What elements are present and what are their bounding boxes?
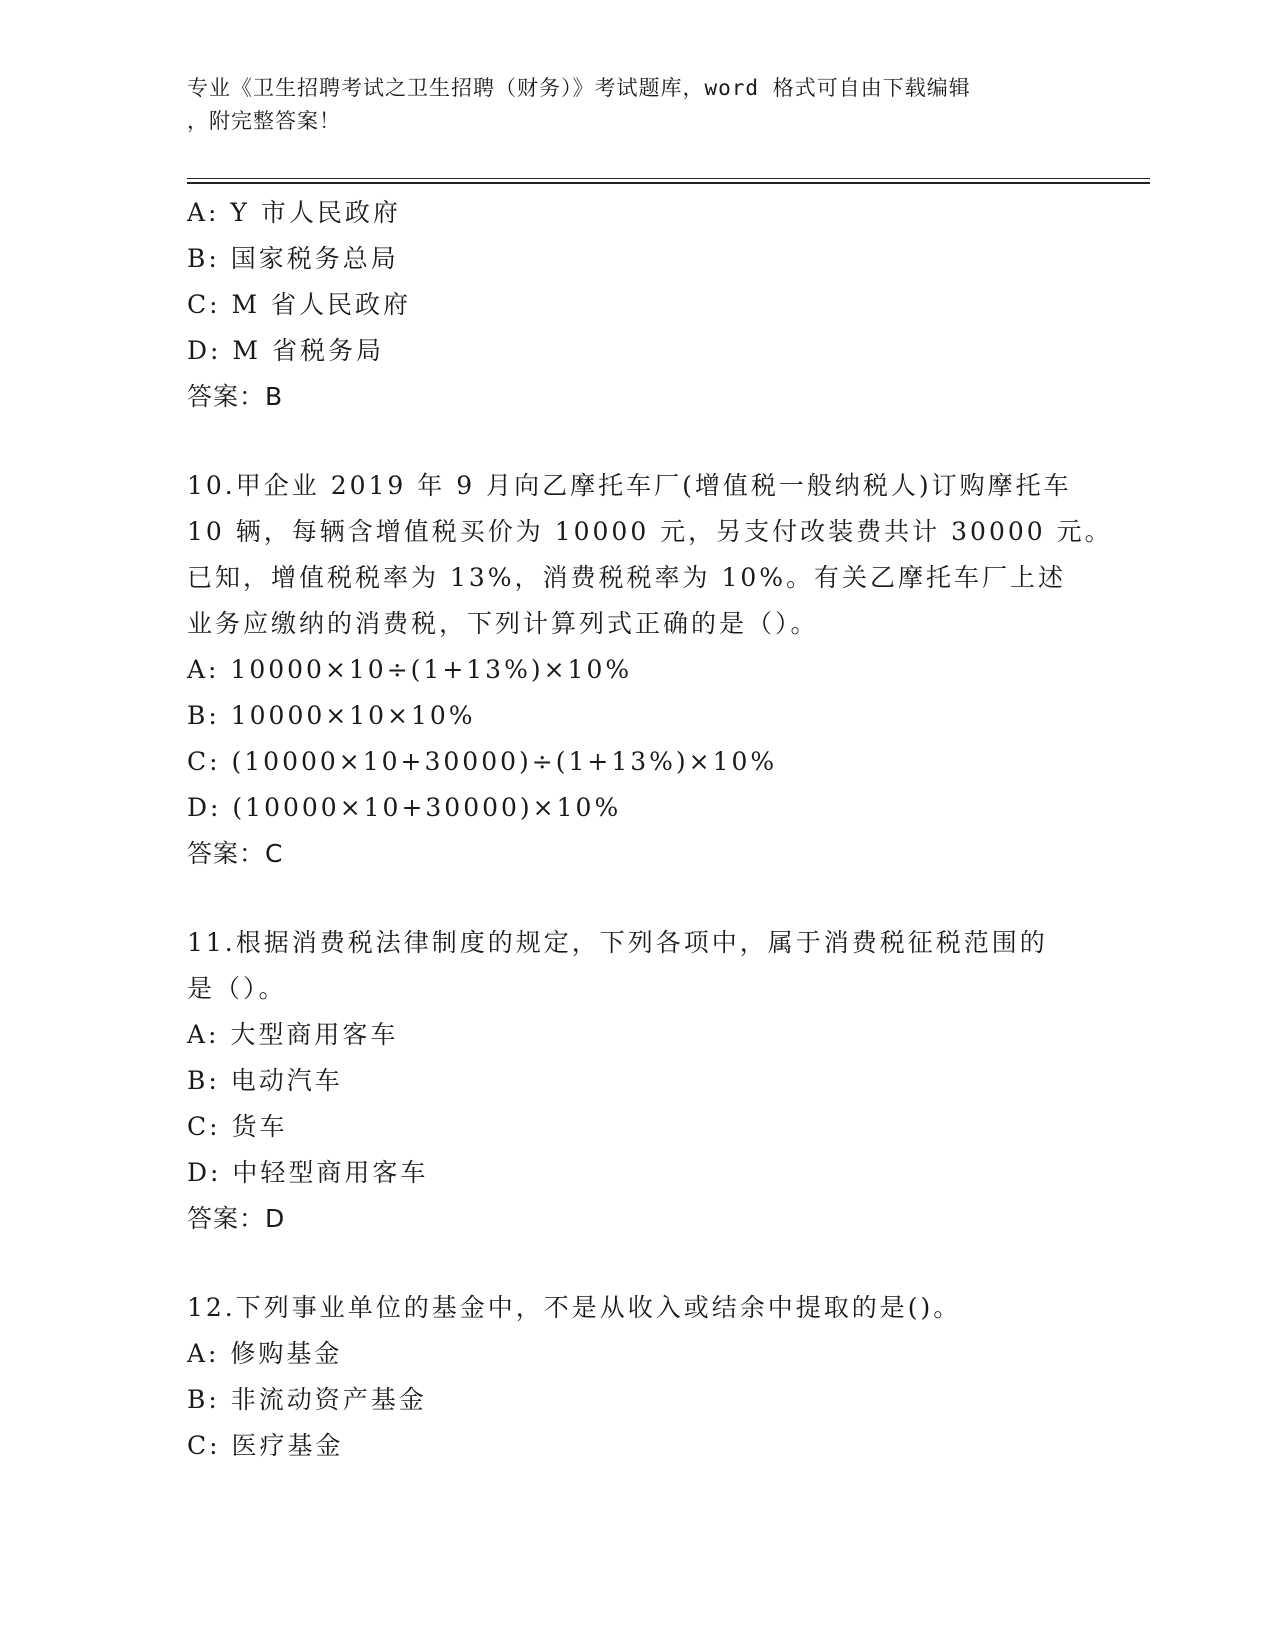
option-a: A: 大型商用客车 [187,1020,399,1049]
question-stem-line: 11.根据消费税法律制度的规定，下列各项中，属于消费税征税范围的 [187,928,1048,957]
option-d: D: 中轻型商用客车 [187,1158,429,1187]
page-header [187,72,1087,138]
question-gap [187,877,1087,920]
option-b: B: 非流动资产基金 [187,1385,427,1414]
answer-line: 答案：C [187,839,284,868]
question-stem-line: 是（）。 [187,974,287,1003]
header-divider-thin [187,178,1150,179]
option-b: B: 国家税务总局 [187,244,399,273]
option-b: B: 10000×10×10% [187,701,476,730]
answer-line: 答案：B [187,382,284,411]
question-stem-line: 12.下列事业单位的基金中，不是从收入或结余中提取的是()。 [187,1293,962,1322]
option-a: A: Y 市人民政府 [187,198,401,227]
question-content [187,190,1113,1469]
question-gap [187,1242,1087,1285]
header-line-2: ，附完整答案！ [187,109,341,133]
answer-line: 答案：D [187,1204,286,1233]
option-c: C: M 省人民政府 [187,290,412,319]
option-a: A: 修购基金 [187,1339,343,1368]
question-stem-line: 10.甲企业 2019 年 9 月向乙摩托车厂(增值税一般纳税人)订购摩托车 [187,471,1072,500]
option-d: D: (10000×10+30000)×10% [187,793,622,822]
question-9 [187,190,1087,420]
question-stem-line: 业务应缴纳的消费税，下列计算列式正确的是（）。 [187,609,819,638]
question-11 [187,920,1087,1242]
option-a: A: 10000×10÷(1+13%)×10% [187,655,633,684]
option-b: B: 电动汽车 [187,1066,343,1095]
option-c: C: 医疗基金 [187,1431,344,1460]
option-c: C: (10000×10+30000)÷(1+13%)×10% [187,747,778,776]
question-12 [187,1285,1087,1469]
header-line-1: 专业《卫生招聘考试之卫生招聘（财务）》考试题库，word 格式可自由下载编辑 [187,76,971,100]
option-c: C: 货车 [187,1112,288,1141]
question-stem-line: 已知，增值税税率为 13%，消费税税率为 10%。有关乙摩托车厂上述 [187,563,1067,592]
question-stem-line: 10 辆，每辆含增值税买价为 10000 元，另支付改装费共计 30000 元。 [187,517,1113,546]
question-10 [187,463,1113,877]
question-gap [187,420,1087,463]
header-divider-thick [187,182,1150,184]
option-d: D: M 省税务局 [187,336,384,365]
